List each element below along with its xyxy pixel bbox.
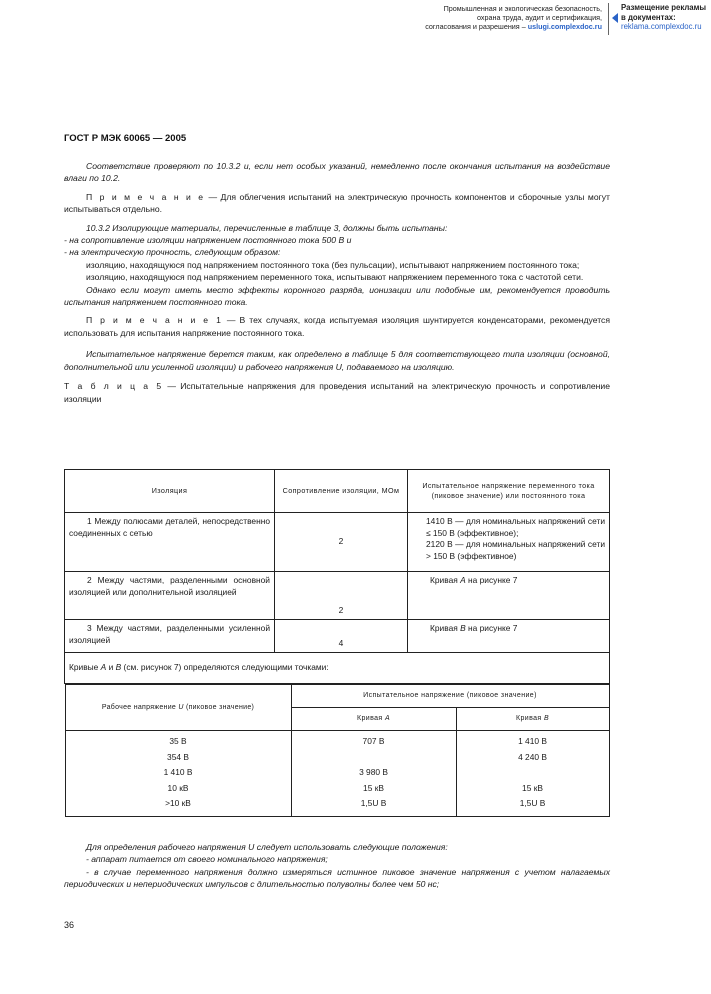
table-row [65, 765, 609, 781]
header-insulation: Изоляция [65, 470, 275, 513]
curve-points-table [65, 684, 610, 817]
curve-points [65, 684, 610, 817]
paragraph: Для определения рабочего напряжения U следует использовать следующие положения: [86, 842, 448, 852]
ad-divider [608, 3, 609, 35]
cell-working-voltage: 354 В [65, 750, 291, 766]
paragraph: Однако если могут иметь место эффекты коронного разряда, ионизации или подобные им, рекомендуется проводить испытания напряжением постоянного тока. [64, 284, 610, 308]
table-row [65, 653, 610, 684]
table-row [65, 750, 609, 766]
cell-working-voltage: 1 410 В [65, 765, 291, 781]
header-curve-b: Кривая B [456, 708, 609, 731]
paragraph: Испытательное напряжение берется таким, как определено в таблице 5 для соответствующего типа изоляции (основной, дополнительной или усиленной изоляции) и рабочего напряжения U, подаваемого на изоляцию. [64, 349, 610, 372]
main-text [64, 160, 610, 405]
cell-curve-b: 1,5U В [456, 796, 609, 816]
cell-curve-b [456, 765, 609, 781]
note-label: П р и м е ч а н и е 1 [86, 315, 223, 326]
cell-working-voltage: 10 кВ [65, 781, 291, 797]
cell-resistance: 2 [275, 572, 408, 620]
note: П р и м е ч а н и е 1 — В тех случаях, когда испытуемая изоляция шунтируется конденсаторами, рекомендуется использовать для испытания напряжение постоянного тока. [64, 315, 611, 338]
paragraph: 10.3.2 Изолирующие материалы, перечисленные в таблице 3, должны быть испытаны: [86, 222, 448, 233]
cell-curve-b: 4 240 В [456, 750, 609, 766]
sub-item: изоляцию, находящуюся под напряжением переменного тока, испытывают напряжением переменного тока с частотой сети. [86, 272, 584, 283]
table-header-row [65, 685, 609, 708]
table-row [65, 731, 609, 750]
cell-curve-a [291, 750, 456, 766]
table-row [65, 513, 610, 572]
cell-test-voltage: Кривая A на рисунке 7 [408, 572, 610, 620]
cell-test-voltage: 1410 В — для номинальных напряжений сети ≤ 150 В (эффективное); 2120 В — для номинальных напряжений сети > 150 В (эффективное) [408, 513, 610, 572]
cell-curve-a: 15 кВ [291, 781, 456, 797]
table-caption: Т а б л и ц а 5 — Испытательные напряжения для проведения испытаний на электрическую прочность и сопротивление изоляции [64, 381, 610, 404]
ad-block-advertising [621, 3, 711, 32]
cell-test-voltage: Кривая B на рисунке 7 [408, 620, 610, 653]
paragraph: Соответствие проверяют по 10.3.2 и, если нет особых указаний, немедленно после окончания испытания на воздействие влаги по 10.2. [64, 161, 610, 184]
ad-line: в документах: [621, 12, 676, 22]
cell-insulation: 3 Между частями, разделенными усиленной изоляцией [65, 620, 275, 653]
header-test-voltage: Испытательное напряжение переменного тока (пиковое значение) или постоянного тока [408, 470, 610, 513]
ad-line: Промышленная и экологическая безопасность, [443, 4, 602, 13]
header-resistance: Сопротивление изоляции, МОм [275, 470, 408, 513]
ad-line: согласования и разрешения – uslugi.complexdoc.ru [425, 22, 602, 31]
list-item: - на сопротивление изоляции напряжением постоянного тока 500 В и [64, 235, 352, 246]
cell-curve-b: 1 410 В [456, 731, 609, 750]
page-number: 36 [64, 920, 75, 930]
table-row [65, 572, 610, 620]
sub-item: изоляцию, находящуюся под напряжением постоянного тока (без пульсации), испытывают напряжением постоянного тока; [86, 259, 580, 270]
cell-curve-a: 707 В [291, 731, 456, 750]
cell-insulation: 2 Между частями, разделенными основной изоляцией или дополнительной изоляцией [65, 572, 275, 620]
header-working-voltage: Рабочее напряжение U (пиковое значение) [65, 685, 291, 731]
table-row [65, 781, 609, 797]
advertising-link[interactable]: reklama.complexdoc.ru [621, 22, 702, 31]
cell-curve-b: 15 кВ [456, 781, 609, 797]
cell-resistance: 4 [275, 620, 408, 653]
cell-curve-a: 3 980 В [291, 765, 456, 781]
curves-note: Кривые A и B (см. рисунок 7) определяются следующими точками: [65, 653, 610, 684]
note-label: П р и м е ч а н и е [86, 191, 206, 202]
document-id: ГОСТ Р МЭК 60065 — 2005 [64, 133, 187, 144]
list-item: - на электрическую прочность, следующим образом: [64, 247, 281, 258]
ad-block-services [404, 4, 602, 31]
cell-working-voltage: >10 кВ [65, 796, 291, 816]
cell-curve-a: 1,5U В [291, 796, 456, 816]
header-test-voltage-peak: Испытательное напряжение (пиковое значение) [291, 685, 609, 708]
header-curve-a: Кривая A [291, 708, 456, 731]
ad-line: Размещение рекламы [621, 3, 707, 12]
ad-line: охрана труда, аудит и сертификация, [477, 13, 602, 22]
table-row [65, 684, 610, 817]
services-link[interactable]: uslugi.complexdoc.ru [527, 22, 602, 31]
cell-resistance: 2 [275, 513, 408, 572]
table-5 [64, 469, 610, 817]
note: П р и м е ч а н и е — Для облегчения испытаний на электрическую прочность компонентов и сборочные узлы могут испытываться отдельно. [64, 191, 610, 215]
working-voltage-text [64, 841, 610, 891]
table-row [65, 796, 609, 816]
cell-insulation: 1 Между полюсами деталей, непосредственно соединенных с сетью [65, 513, 275, 572]
table-row [65, 620, 610, 653]
list-item: - в случае переменного напряжения должно измеряться истинное пиковое значение напряжения с учетом налагаемых периодических и непериодических импульсов с длительностью полуволны более чем 50 нс; [64, 866, 610, 890]
arrow-left-icon [612, 13, 618, 23]
cell-working-voltage: 35 В [65, 731, 291, 750]
table-header-row [65, 470, 610, 513]
list-item: - аппарат питается от своего номинального напряжения; [86, 854, 328, 865]
